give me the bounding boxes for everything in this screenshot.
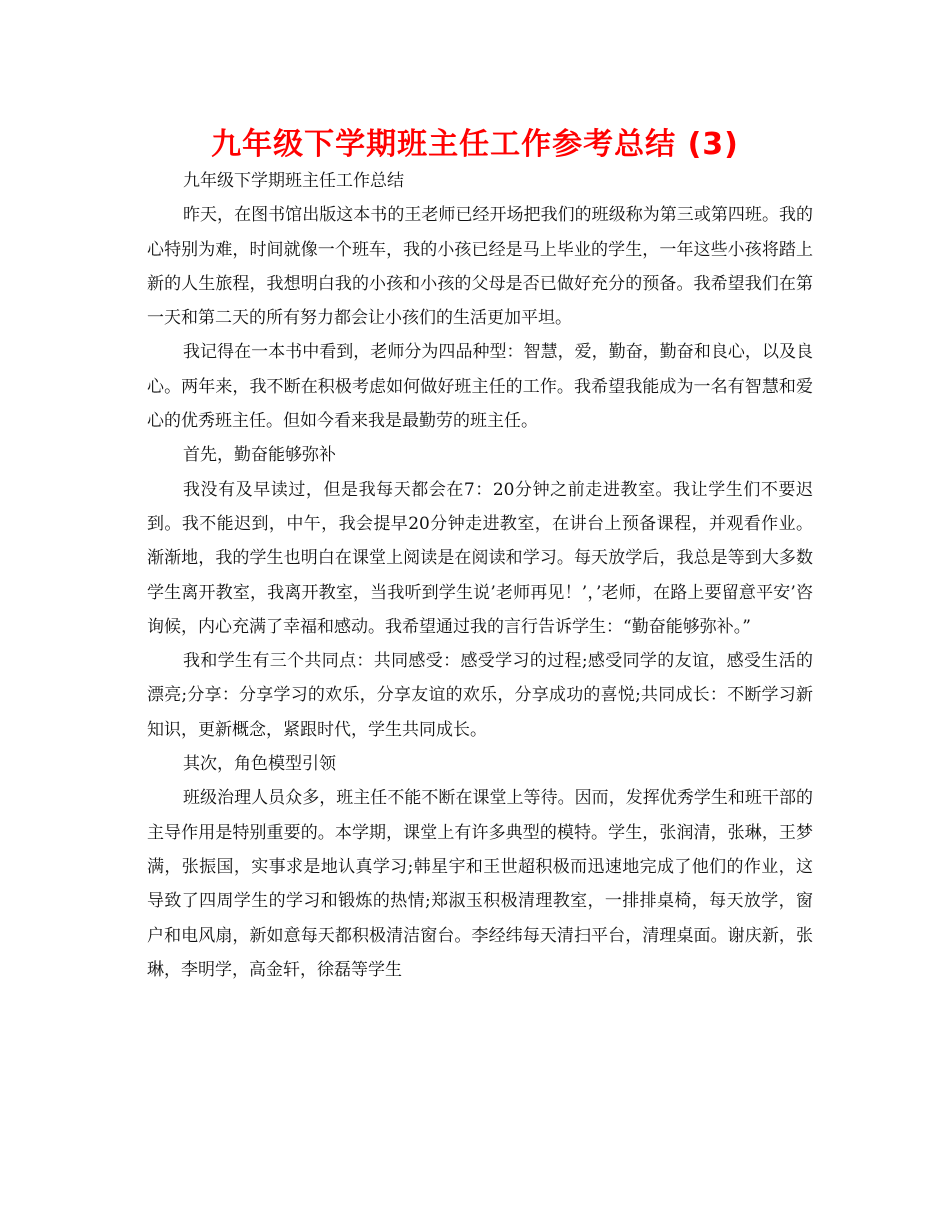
- document-title: 九年级下学期班主任工作参考总结 (3): [211, 127, 739, 162]
- section-heading: 首先，勤奋能够弥补: [183, 445, 336, 466]
- paragraph: 我记得在一本书中看到，老师分为四品种型：智慧，爱，勤奋，勤奋和良心，以及良心。两年来，我不断在积极考虑如何做好班主任的工作。我希望我能成为一名有智慧和爱心的优秀班主任。但如今看来我是最勤劳的班主任。: [147, 342, 813, 432]
- paragraph: 班级治理人员众多，班主任不能不断在课堂上等待。因而，发挥优秀学生和班干部的主导作用是特别重要的。本学期，课堂上有许多典型的模特。学生，张润清，张琳，王梦满，张振国，实事求是地认真学习;韩星宇和王世超积极而迅速地完成了他们的作业，这导致了四周学生的学习和锻炼的热情;郑淑玉积极清理教室，一排排桌椅，每天放学，窗户和电风扇，新如意每天都积极清洁窗台。李经纬每天清扫平台，清理桌面。谢庆新，张琳，李明学，高金轩，徐磊等学生: [147, 788, 813, 980]
- paragraph: 昨天，在图书馆出版这本书的王老师已经开场把我们的班级称为第三或第四班。我的心特别为难，时间就像一个班车，我的小孩已经是马上毕业的学生，一年这些小孩将踏上新的人生旅程，我想明白我的小孩和小孩的父母是否已做好充分的预备。我希望我们在第一天和第二天的所有努力都会让小孩们的生活更加平坦。: [147, 205, 813, 329]
- paragraph: 我没有及早读过，但是我每天都会在7：20分钟之前走进教室。我让学生们不要迟到。我不能迟到，中午，我会提早20分钟走进教室，在讲台上预备课程，并观看作业。渐渐地，我的学生也明白在课堂上阅读是在阅读和学习。每天放学后，我总是等到大多数学生离开教室，我离开教室，当我听到学生说’老师再见！’，’老师，在路上要留意平安’咨询候，内心充满了幸福和感动。我希望通过我的言行告诉学生：“勤奋能够弥补。”: [147, 479, 813, 637]
- paragraph: 我和学生有三个共同点：共同感受：感受学习的过程;感受同学的友谊，感受生活的漂亮;分享：分享学习的欢乐，分享友谊的欢乐，分享成功的喜悦;共同成长：不断学习新知识，更新概念，紧跟时代，学生共同成长。: [147, 651, 813, 740]
- section-heading: 其次，角色模型引领: [183, 754, 336, 775]
- paragraph-subtitle: 九年级下学期班主任工作总结: [183, 171, 404, 191]
- document-body: [147, 164, 813, 987]
